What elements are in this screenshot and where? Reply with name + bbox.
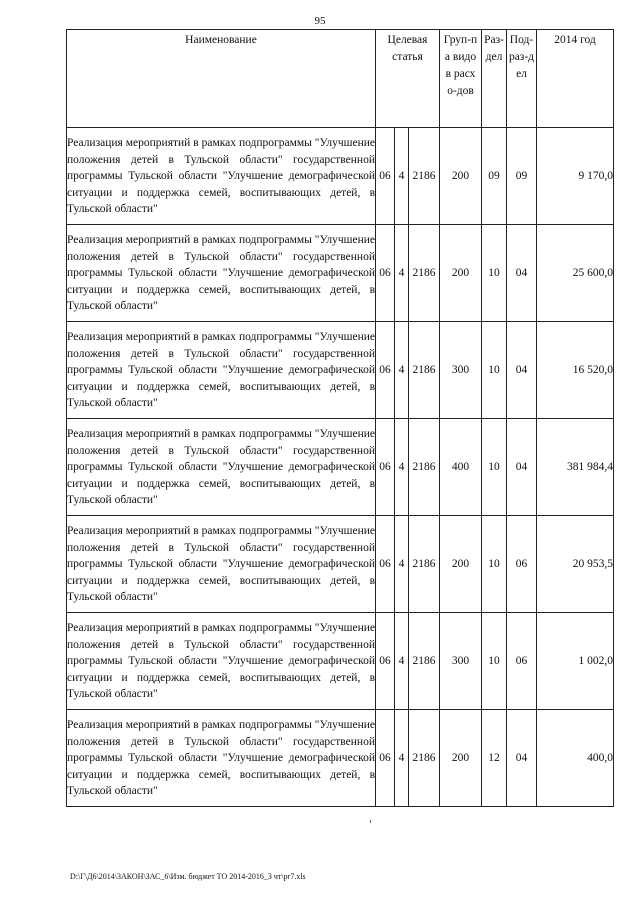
row-name: Реализация мероприятий в рамках подпрограммы "Улучшение положения детей в Тульской области" государственной программы Тульской области "Улучшение демографической ситуации и поддержка семей, воспитывающих детей, в Тульской области" bbox=[67, 516, 376, 613]
row-subsection: 04 bbox=[507, 419, 537, 516]
row-article-part3: 2186 bbox=[409, 419, 440, 516]
row-amount: 16 520,0 bbox=[537, 322, 614, 419]
row-section: 10 bbox=[482, 419, 507, 516]
row-amount: 20 953,5 bbox=[537, 516, 614, 613]
row-article-part2: 4 bbox=[395, 613, 409, 710]
header-expense-group: Груп-па видов расхо-дов bbox=[440, 30, 482, 128]
row-subsection: 04 bbox=[507, 322, 537, 419]
row-name: Реализация мероприятий в рамках подпрограммы "Улучшение положения детей в Тульской области" государственной программы Тульской области "Улучшение демографической ситуации и поддержка семей, воспитывающих детей, в Тульской области" bbox=[67, 613, 376, 710]
row-article-part1: 06 bbox=[376, 322, 395, 419]
row-name: Реализация мероприятий в рамках подпрограммы "Улучшение положения детей в Тульской области" государственной программы Тульской области "Улучшение демографической ситуации и поддержка семей, воспитывающих детей, в Тульской области" bbox=[67, 419, 376, 516]
row-article-part1: 06 bbox=[376, 225, 395, 322]
table-row bbox=[67, 710, 614, 807]
row-amount: 1 002,0 bbox=[537, 613, 614, 710]
header-section: Раз-дел bbox=[482, 30, 507, 128]
footer-file-path: D:\Г\Д6\2014\ЗАКОН\ЗАС_6\Изм. бюджет ТО 2014-2016_3 чт\pr7.xls bbox=[70, 872, 306, 881]
row-section: 09 bbox=[482, 128, 507, 225]
row-expense-group: 300 bbox=[440, 322, 482, 419]
row-expense-group: 400 bbox=[440, 419, 482, 516]
row-article-part3: 2186 bbox=[409, 322, 440, 419]
row-article-part2: 4 bbox=[395, 710, 409, 807]
row-subsection: 06 bbox=[507, 613, 537, 710]
row-section: 10 bbox=[482, 613, 507, 710]
row-amount: 9 170,0 bbox=[537, 128, 614, 225]
table-row bbox=[67, 419, 614, 516]
header-target-article: Целевая статья bbox=[376, 30, 440, 128]
row-article-part1: 06 bbox=[376, 710, 395, 807]
row-amount: 400,0 bbox=[537, 710, 614, 807]
row-amount: 25 600,0 bbox=[537, 225, 614, 322]
row-expense-group: 300 bbox=[440, 613, 482, 710]
row-article-part3: 2186 bbox=[409, 128, 440, 225]
row-expense-group: 200 bbox=[440, 516, 482, 613]
row-subsection: 09 bbox=[507, 128, 537, 225]
table-row bbox=[67, 128, 614, 225]
row-section: 10 bbox=[482, 516, 507, 613]
row-article-part2: 4 bbox=[395, 322, 409, 419]
row-article-part1: 06 bbox=[376, 516, 395, 613]
table-row bbox=[67, 516, 614, 613]
row-amount: 381 984,4 bbox=[537, 419, 614, 516]
table-row bbox=[67, 613, 614, 710]
row-article-part2: 4 bbox=[395, 419, 409, 516]
row-article-part1: 06 bbox=[376, 128, 395, 225]
row-subsection: 04 bbox=[507, 225, 537, 322]
row-section: 10 bbox=[482, 322, 507, 419]
row-article-part3: 2186 bbox=[409, 710, 440, 807]
table-row bbox=[67, 322, 614, 419]
table-header-row bbox=[67, 30, 614, 128]
row-article-part1: 06 bbox=[376, 419, 395, 516]
row-subsection: 04 bbox=[507, 710, 537, 807]
row-section: 10 bbox=[482, 225, 507, 322]
row-article-part3: 2186 bbox=[409, 516, 440, 613]
table-row bbox=[67, 225, 614, 322]
row-name: Реализация мероприятий в рамках подпрограммы "Улучшение положения детей в Тульской области" государственной программы Тульской области "Улучшение демографической ситуации и поддержка семей, воспитывающих детей, в Тульской области" bbox=[67, 710, 376, 807]
scan-mark bbox=[370, 820, 371, 823]
page-number: 95 bbox=[314, 15, 326, 27]
row-expense-group: 200 bbox=[440, 225, 482, 322]
row-name: Реализация мероприятий в рамках подпрограммы "Улучшение положения детей в Тульской области" государственной программы Тульской области "Улучшение демографической ситуации и поддержка семей, воспитывающих детей, в Тульской области" bbox=[67, 322, 376, 419]
row-article-part3: 2186 bbox=[409, 225, 440, 322]
row-name: Реализация мероприятий в рамках подпрограммы "Улучшение положения детей в Тульской области" государственной программы Тульской области "Улучшение демографической ситуации и поддержка семей, воспитывающих детей, в Тульской области" bbox=[67, 128, 376, 225]
row-section: 12 bbox=[482, 710, 507, 807]
row-expense-group: 200 bbox=[440, 710, 482, 807]
row-article-part2: 4 bbox=[395, 225, 409, 322]
header-name: Наименование bbox=[67, 30, 376, 128]
row-article-part2: 4 bbox=[395, 516, 409, 613]
row-subsection: 06 bbox=[507, 516, 537, 613]
header-subsection: Под-раз-дел bbox=[507, 30, 537, 128]
budget-table bbox=[66, 29, 614, 807]
row-name: Реализация мероприятий в рамках подпрограммы "Улучшение положения детей в Тульской области" государственной программы Тульской области "Улучшение демографической ситуации и поддержка семей, воспитывающих детей, в Тульской области" bbox=[67, 225, 376, 322]
header-year: 2014 год bbox=[537, 30, 614, 128]
row-article-part3: 2186 bbox=[409, 613, 440, 710]
row-expense-group: 200 bbox=[440, 128, 482, 225]
row-article-part1: 06 bbox=[376, 613, 395, 710]
row-article-part2: 4 bbox=[395, 128, 409, 225]
